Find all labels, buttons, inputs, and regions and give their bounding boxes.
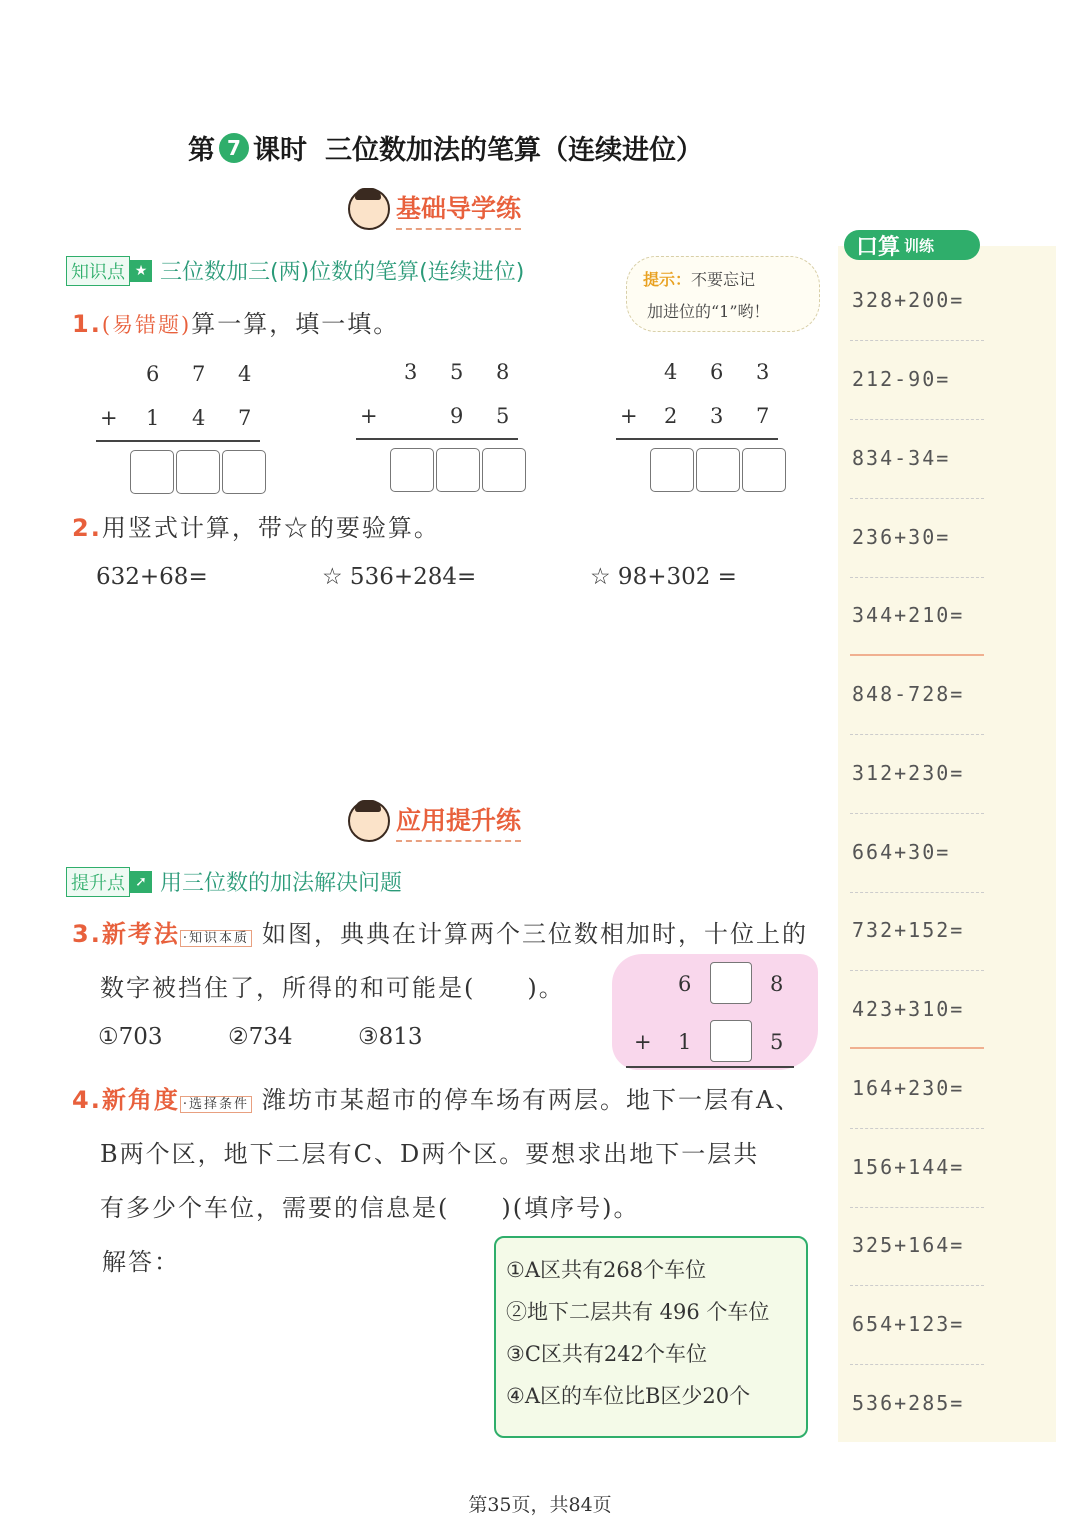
q4-text-line2: B两个区，地下二层有C、D两个区。要想求出地下一层共: [100, 1140, 760, 1168]
q2-item-3: ☆ 98+302 =: [590, 564, 737, 590]
lesson-suffix: 课时: [253, 135, 307, 166]
q4-text-line3: 有多少个车位，需要的信息是( )(填序号)。: [100, 1194, 640, 1222]
answer-box-hundreds[interactable]: [390, 448, 434, 492]
digit: 5: [496, 404, 510, 428]
oral-item-15: 536+285=: [852, 1391, 965, 1415]
answer-box-ones[interactable]: [742, 448, 786, 492]
q3-option-2: ②734: [228, 1024, 293, 1050]
oral-divider: [850, 970, 984, 971]
q3-tag-sub: ·知识本质: [180, 930, 252, 947]
oral-divider: [850, 1207, 984, 1208]
knowledge-point-text: 三位数加三(两)位数的笔算(连续进位): [160, 260, 525, 285]
sum-line: [626, 1066, 794, 1068]
q4-text-line1: 潍坊市某超市的停车场有两层。地下一层有A、: [261, 1086, 802, 1114]
lesson-prefix: 第: [188, 135, 215, 166]
plus-sign: +: [360, 404, 378, 428]
q2-item-2: ☆ 536+284=: [322, 564, 477, 590]
oral-divider: [850, 1285, 984, 1286]
digit: 3: [404, 360, 418, 384]
digit: 4: [664, 360, 678, 384]
digit: 6: [710, 360, 724, 384]
oral-item-3: 834-34=: [852, 446, 951, 470]
oral-item-6: 848-728=: [852, 682, 965, 706]
answer-box-tens[interactable]: [436, 448, 480, 492]
section-applied-header: [348, 800, 521, 842]
hint-line1: 不要忘记: [691, 270, 756, 289]
hidden-digit-box: [710, 1020, 752, 1062]
digit: 6: [146, 362, 160, 386]
oral-item-8: 664+30=: [852, 840, 951, 864]
oral-divider: [850, 813, 984, 814]
info-item-4: ④A区的车位比B区少20个: [506, 1384, 751, 1408]
q3-line1: [72, 914, 808, 949]
oral-divider: [850, 654, 984, 656]
digit: 9: [450, 404, 464, 428]
lesson-title: [188, 128, 703, 167]
sum-line: [356, 438, 518, 440]
student-face-icon: [348, 800, 390, 842]
sum-line: [96, 440, 260, 442]
q1-problem-1: [96, 360, 266, 500]
oral-item-11: 164+230=: [852, 1076, 965, 1100]
oral-calc-badge-sub: 训练: [904, 236, 935, 255]
q3-option-3: ③813: [358, 1024, 423, 1050]
plus-sign: +: [100, 406, 118, 430]
oral-item-12: 156+144=: [852, 1155, 965, 1179]
q1-problem-2: [356, 358, 526, 498]
q4-tag-main: 新角度: [101, 1086, 180, 1114]
q2-item-1: 632+68=: [96, 564, 208, 590]
hint-label: 提示：: [643, 270, 692, 289]
sum-line: [616, 438, 778, 440]
oral-calc-badge: [844, 230, 980, 260]
oral-item-14: 654+123=: [852, 1312, 965, 1336]
arrow-up-icon: ➚: [130, 871, 152, 893]
oral-divider: [850, 498, 984, 499]
q2-text: 用竖式计算，带☆的要验算。: [101, 514, 440, 542]
answer-box-hundreds[interactable]: [130, 450, 174, 494]
q2-prompt: [72, 508, 440, 543]
oral-item-1: 328+200=: [852, 288, 965, 312]
q1-tag: (易错题): [101, 313, 192, 337]
digit: 8: [770, 972, 784, 996]
q4-line1: [72, 1080, 801, 1115]
upgrade-point-tag: 提升点: [66, 867, 130, 897]
digit: 4: [192, 406, 206, 430]
oral-calc-badge-main: 口算: [856, 234, 901, 260]
lesson-title-text: 三位数加法的笔算（连续进位）: [325, 135, 703, 166]
q4-answer-label: 解答：: [102, 1248, 180, 1276]
answer-box-hundreds[interactable]: [650, 448, 694, 492]
digit: 7: [756, 404, 770, 428]
info-item-1: ①A区共有268个车位: [506, 1258, 707, 1282]
q3-figure: [612, 954, 818, 1070]
digit: 4: [238, 362, 252, 386]
oral-divider: [850, 419, 984, 420]
digit: 3: [756, 360, 770, 384]
oral-item-7: 312+230=: [852, 761, 965, 785]
upgrade-point-row: [66, 866, 402, 897]
upgrade-point-text: 用三位数的加法解决问题: [160, 871, 403, 896]
answer-box-tens[interactable]: [176, 450, 220, 494]
lesson-number-badge: 7: [219, 133, 249, 163]
q3-text-line2: 数字被挡住了，所得的和可能是( )。: [100, 974, 565, 1002]
digit: 1: [678, 1030, 692, 1054]
digit: 5: [450, 360, 464, 384]
q2-number: 2.: [72, 514, 102, 542]
q1-text: 算一算，填一填。: [191, 310, 400, 338]
hint-bubble: [626, 256, 820, 332]
oral-item-13: 325+164=: [852, 1233, 965, 1257]
q4-tag-sub: ·选择条件: [180, 1096, 252, 1113]
hint-line2: 加进位的“1”哟！: [647, 302, 770, 321]
digit: 2: [664, 404, 678, 428]
knowledge-point-row: [66, 255, 524, 286]
q3-text-line1: 如图，典典在计算两个三位数相加时，十位上的: [261, 920, 808, 948]
q3-tag-main: 新考法: [101, 920, 180, 948]
digit: 6: [678, 972, 692, 996]
oral-divider: [850, 1128, 984, 1129]
q1-prompt: [72, 304, 399, 339]
digit: 5: [770, 1030, 784, 1054]
answer-box-ones[interactable]: [222, 450, 266, 494]
section-applied-title: 应用提升练: [396, 801, 521, 842]
oral-divider: [850, 734, 984, 735]
oral-item-4: 236+30=: [852, 525, 951, 549]
oral-divider: [850, 1047, 984, 1049]
q3-option-1: ①703: [98, 1024, 163, 1050]
section-basic-title: 基础导学练: [396, 189, 521, 230]
oral-divider: [850, 892, 984, 893]
q1-problem-3: [616, 358, 786, 498]
digit: 1: [146, 406, 160, 430]
oral-item-10: 423+310=: [852, 997, 965, 1021]
oral-divider: [850, 577, 984, 578]
q1-number: 1.: [72, 310, 102, 338]
star-icon: ★: [130, 260, 152, 282]
q4-info-box: [494, 1236, 808, 1438]
oral-divider: [850, 1364, 984, 1365]
digit: 7: [238, 406, 252, 430]
oral-item-9: 732+152=: [852, 918, 965, 942]
answer-box-ones[interactable]: [482, 448, 526, 492]
digit: 8: [496, 360, 510, 384]
q3-number: 3.: [72, 920, 102, 948]
plus-sign: +: [634, 1030, 652, 1054]
q4-number: 4.: [72, 1086, 102, 1114]
oral-divider: [850, 340, 984, 341]
digit: 3: [710, 404, 724, 428]
oral-item-2: 212-90=: [852, 367, 951, 391]
page-footer: 第35页，共84页: [468, 1494, 612, 1516]
hidden-digit-box: [710, 962, 752, 1004]
info-item-3: ③C区共有242个车位: [506, 1342, 707, 1366]
digit: 7: [192, 362, 206, 386]
student-face-icon: [348, 188, 390, 230]
oral-item-5: 344+210=: [852, 603, 965, 627]
info-item-2: ②地下二层共有 496 个车位: [506, 1300, 770, 1324]
answer-box-tens[interactable]: [696, 448, 740, 492]
knowledge-point-tag: 知识点: [66, 256, 130, 286]
section-basic-header: [348, 188, 521, 230]
plus-sign: +: [620, 404, 638, 428]
